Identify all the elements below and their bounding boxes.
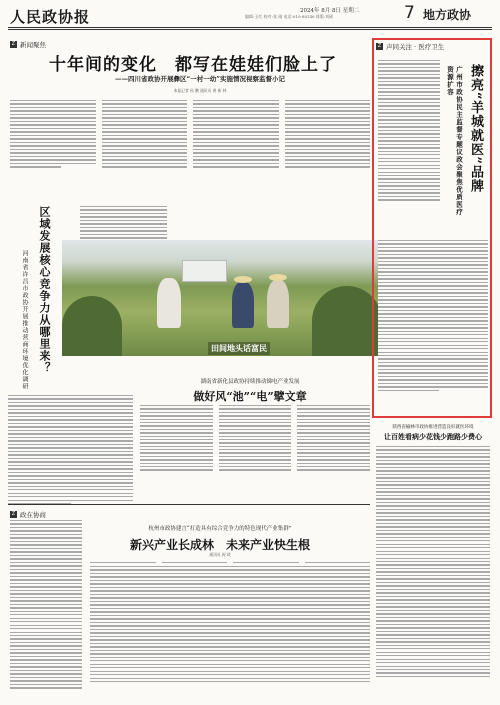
person-shape	[232, 282, 254, 328]
right-box-body	[378, 240, 488, 391]
hat-shape	[269, 274, 287, 281]
text-column	[285, 100, 371, 198]
side-story-subhead: 河南省许昌市政协开展推动营商环境优化调研	[21, 250, 28, 390]
person-shape	[157, 278, 181, 328]
right-box-headline: 擦亮“羊城就医”品牌	[468, 64, 483, 193]
right-box-subhead: 广州市政协民主监督专题议政会聚焦优质医疗资源扩容	[446, 66, 463, 216]
right-bottom-kicker: 陕西省榆林市政协推进营造良好就医环境	[392, 425, 474, 430]
section-divider	[8, 504, 370, 505]
bottom-story-headline: 新兴产业长成林 未来产业快生根	[129, 538, 310, 552]
photo-caption: 田间地头话富民	[208, 342, 270, 355]
header-rule-thin	[8, 29, 492, 30]
right-box-tag	[376, 42, 444, 51]
tree-shape	[62, 296, 122, 356]
right-bottom-body	[376, 446, 490, 677]
section-tag-consultation	[10, 510, 46, 519]
mid-story-body	[140, 405, 370, 471]
side-story-body-bottom	[8, 395, 133, 504]
bottom-left-column	[10, 520, 82, 689]
person-shape	[267, 280, 289, 328]
main-subhead: ——四川省政协开展彝区“一村一幼”实施情况视察监督小记	[115, 75, 285, 83]
page-number: 7	[404, 3, 415, 23]
house-shape	[182, 260, 227, 282]
tag-square-icon: Z	[377, 43, 382, 49]
main-byline: 本报记者 孙 鹏 通讯员 黄 新 林	[173, 88, 227, 93]
section-tag-label: 新闻聚焦	[20, 41, 46, 49]
tag-square-icon: Z	[11, 41, 16, 47]
header-rule	[8, 27, 492, 28]
section-tag-label: 政在协商	[20, 511, 46, 519]
right-bottom-headline: 让百姓看病少花钱少跑路少费心	[384, 432, 482, 441]
newspaper-logo: 人民政协报	[10, 8, 91, 26]
bottom-story-body	[90, 562, 370, 563]
main-story-body	[10, 100, 370, 198]
right-box-tag-label: 声同关注 · 医疗卫生	[386, 43, 445, 51]
tag-square-icon: Z	[11, 511, 16, 517]
bottom-byline: 通讯员 祝 琰	[209, 552, 231, 557]
text-column	[102, 100, 188, 198]
hat-shape	[234, 276, 252, 283]
section-title: 地方政协	[423, 8, 472, 22]
mid-story-headline: 做好风“池”“电”擘文章	[193, 390, 307, 403]
mid-story-kicker: 湖南省新化县政协持续推动锑电产业发展	[200, 379, 300, 385]
main-headline: 十年间的变化 都写在娃娃们脸上了	[49, 55, 337, 75]
bottom-story-text	[90, 566, 370, 682]
editor-line: 编辑:王红 校对:张 刚 电话:010-88146 排版:刘硕	[245, 14, 334, 19]
text-column	[10, 100, 96, 198]
side-story-headline: 区域发展核心竞争力从哪里来？	[38, 206, 51, 374]
farm-field-photo	[62, 240, 378, 356]
right-box-lead-text	[378, 60, 440, 201]
text-column	[193, 100, 279, 198]
issue-date: 2024年 8月 8日 星期二	[300, 8, 360, 14]
tree-shape	[312, 286, 378, 356]
bottom-story-kicker: 杭州市政协建言“打造具有综合竞争力的特色现代产业集群”	[148, 526, 292, 532]
section-tag-news-focus	[10, 40, 46, 49]
